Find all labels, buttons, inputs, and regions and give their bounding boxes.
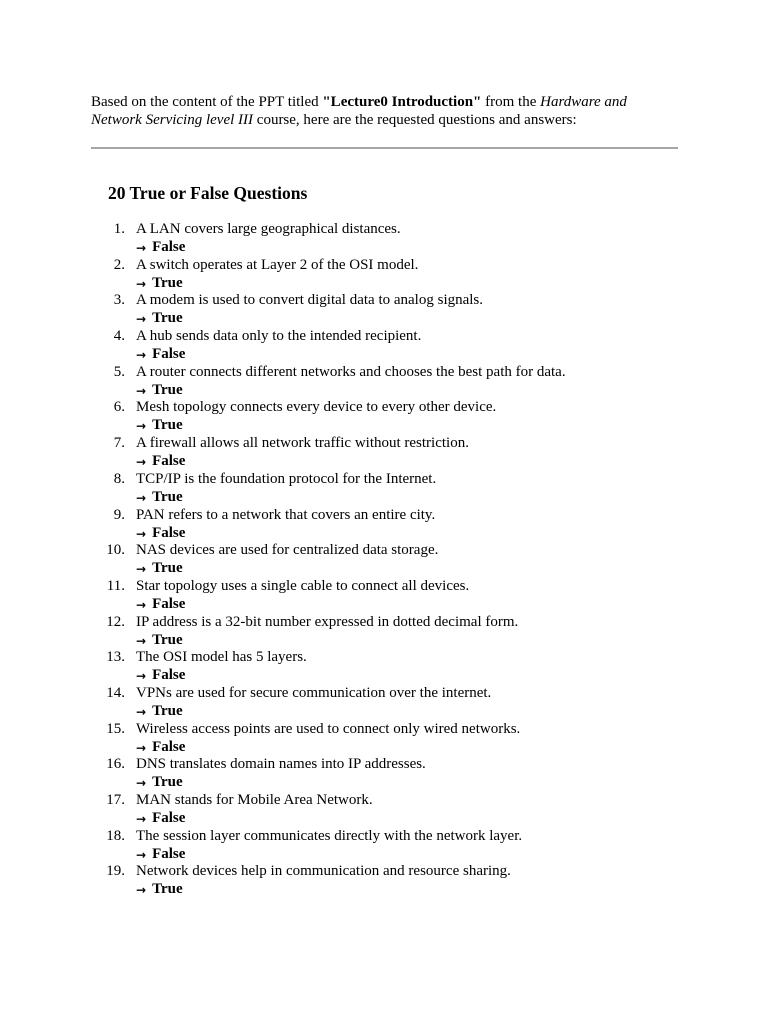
arrow-right-icon: → <box>136 276 147 291</box>
question-number: 12. <box>106 613 125 630</box>
arrow-right-icon: → <box>136 490 147 505</box>
arrow-right-icon: → <box>136 562 147 577</box>
question-number: 6. <box>113 399 125 416</box>
answer-line <box>136 488 183 506</box>
question-text: NAS devices are used for centralized data storage. <box>136 542 439 559</box>
answer-value: True <box>152 881 183 898</box>
arrow-right-icon: → <box>136 812 147 826</box>
answer-line <box>136 452 185 470</box>
question-number: 14. <box>106 684 125 701</box>
answer-value: True <box>152 274 183 291</box>
answer-value: True <box>152 774 183 791</box>
intro-text-3: course, here are the requested questions and answers: <box>253 112 577 128</box>
answer-line <box>136 880 183 898</box>
arrow-right-icon: → <box>136 633 147 648</box>
question-item <box>0 755 768 791</box>
question-number: 1. <box>113 221 125 237</box>
answer-value: False <box>152 810 186 826</box>
arrow-right-icon: → <box>136 455 147 470</box>
answer-line <box>136 524 185 542</box>
answer-line <box>136 773 183 791</box>
arrow-right-icon: → <box>136 669 147 684</box>
arrow-right-icon: → <box>136 883 147 898</box>
questions-list <box>0 220 768 898</box>
question-text: A router connects different networks and chooses the best path for data. <box>136 363 566 380</box>
question-number: 18. <box>106 827 125 844</box>
answer-line <box>136 416 183 434</box>
answer-value: False <box>152 524 186 541</box>
question-item <box>0 506 768 542</box>
intro-text-1: Based on the content of the PPT titled <box>91 94 323 110</box>
question-item <box>0 398 768 434</box>
answer-line <box>136 595 185 613</box>
question-text: TCP/IP is the foundation protocol for the Internet. <box>136 470 437 487</box>
answer-line <box>136 666 185 684</box>
arrow-right-icon: → <box>136 776 147 791</box>
question-number: 7. <box>113 435 125 452</box>
question-number: 11. <box>106 577 125 594</box>
question-number: 2. <box>113 256 125 273</box>
answer-line <box>136 309 183 327</box>
question-text: PAN refers to a network that covers an entire city. <box>136 506 436 523</box>
answer-line <box>136 381 183 399</box>
answer-line <box>136 274 183 292</box>
answer-value: True <box>152 381 183 398</box>
question-item <box>0 470 768 506</box>
question-item <box>0 577 768 613</box>
question-number: 17. <box>106 792 125 808</box>
question-text: MAN stands for Mobile Area Network. <box>136 792 373 808</box>
question-number: 13. <box>106 649 125 666</box>
answer-value: True <box>152 417 183 434</box>
question-number: 5. <box>113 363 125 380</box>
question-item <box>0 862 768 898</box>
question-item <box>0 791 768 827</box>
question-item <box>0 541 768 577</box>
question-number: 3. <box>113 292 125 309</box>
intro-paragraph <box>91 93 681 129</box>
question-number: 4. <box>113 328 125 345</box>
question-item <box>0 327 768 363</box>
answer-line <box>136 345 185 363</box>
question-item <box>0 613 768 649</box>
arrow-right-icon: → <box>136 241 147 255</box>
arrow-right-icon: → <box>136 383 147 398</box>
answer-value: False <box>152 667 186 684</box>
section-heading: 20 True or False Questions <box>108 183 308 203</box>
arrow-right-icon: → <box>136 704 147 719</box>
answer-value: True <box>152 560 183 577</box>
ppt-title: "Lecture0 Introduction" <box>322 94 482 110</box>
question-number: 15. <box>106 720 125 737</box>
answer-line <box>136 845 185 863</box>
answer-line <box>136 738 185 756</box>
question-item <box>0 434 768 470</box>
answer-value: False <box>152 845 186 862</box>
horizontal-rule <box>91 147 678 149</box>
arrow-right-icon: → <box>136 419 147 434</box>
question-item <box>0 256 768 292</box>
question-text: VPNs are used for secure communication over the internet. <box>136 684 492 701</box>
question-text: IP address is a 32-bit number expressed in dotted decimal form. <box>136 613 519 630</box>
answer-value: False <box>152 738 186 755</box>
answer-value: False <box>152 346 186 363</box>
question-item <box>0 720 768 756</box>
answer-value: False <box>152 453 186 470</box>
question-item <box>0 648 768 684</box>
question-text: The session layer communicates directly with the network layer. <box>136 827 523 844</box>
course-name: Hardware and Network Servicing level III <box>91 94 627 128</box>
question-text: DNS translates domain names into IP addresses. <box>136 756 426 773</box>
answer-line <box>136 238 185 256</box>
question-item <box>0 220 768 256</box>
question-number: 8. <box>113 470 125 487</box>
answer-value: True <box>152 488 183 505</box>
question-text: Star topology uses a single cable to connect all devices. <box>136 577 470 594</box>
question-text: Network devices help in communication and resource sharing. <box>136 863 511 880</box>
question-item <box>0 291 768 327</box>
question-item <box>0 827 768 863</box>
answer-value: True <box>152 310 183 327</box>
question-text: A LAN covers large geographical distances. <box>136 221 401 237</box>
question-text: A hub sends data only to the intended recipient. <box>136 328 422 345</box>
arrow-right-icon: → <box>136 597 147 612</box>
question-text: The OSI model has 5 layers. <box>136 649 307 666</box>
answer-line <box>136 702 183 720</box>
answer-value: False <box>152 239 186 255</box>
question-text: A switch operates at Layer 2 of the OSI model. <box>136 256 419 273</box>
question-item <box>0 684 768 720</box>
question-number: 9. <box>113 506 125 523</box>
answer-value: False <box>152 595 186 612</box>
answer-line <box>136 809 185 827</box>
arrow-right-icon: → <box>136 526 147 541</box>
question-text: A firewall allows all network traffic without restriction. <box>136 435 469 452</box>
question-text: Wireless access points are used to connect only wired networks. <box>136 720 521 737</box>
answer-line <box>136 559 183 577</box>
arrow-right-icon: → <box>136 847 147 862</box>
arrow-right-icon: → <box>136 348 147 363</box>
answer-value: True <box>152 702 183 719</box>
question-item <box>0 363 768 399</box>
question-text: A modem is used to convert digital data to analog signals. <box>136 292 484 309</box>
arrow-right-icon: → <box>136 312 147 327</box>
answer-value: True <box>152 631 183 648</box>
intro-text-2: from the <box>481 94 541 110</box>
arrow-right-icon: → <box>136 740 147 755</box>
question-number: 10. <box>106 542 125 559</box>
question-number: 19. <box>106 863 125 880</box>
answer-line <box>136 631 183 649</box>
question-number: 16. <box>106 756 125 773</box>
question-text: Mesh topology connects every device to every other device. <box>136 399 497 416</box>
